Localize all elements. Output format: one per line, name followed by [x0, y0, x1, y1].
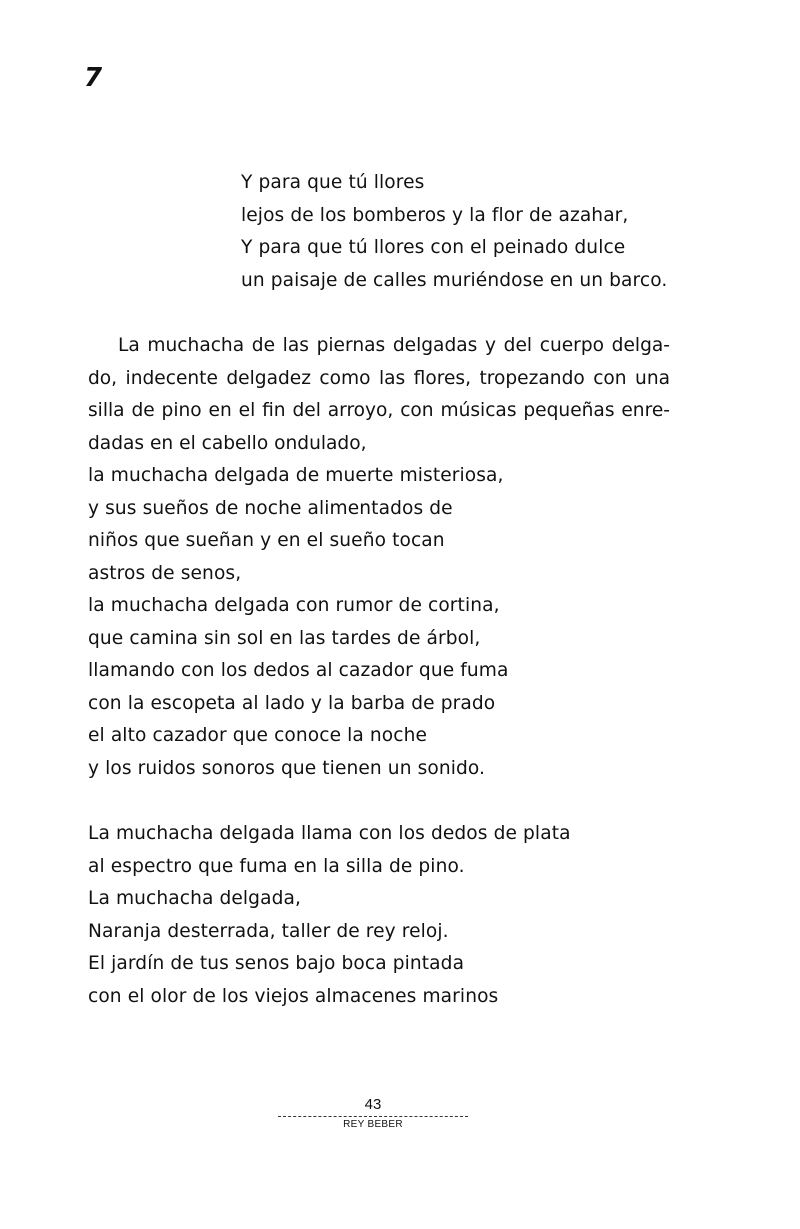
- verse-line: que camina sin sol en las tardes de árbol,: [88, 627, 481, 649]
- verse-line: niños que sueñan y en el sueño tocan: [88, 530, 445, 551]
- verse-line: lejos de los bomberos y la flor de azahar,: [241, 204, 629, 226]
- page-footer: [278, 1096, 468, 1131]
- verse-line: llamando con los dedos al cazador que fuma: [88, 660, 509, 681]
- verse-line: y sus sueños de noche alimentados de: [88, 497, 453, 519]
- verse-line: Y para que tú llores con el peinado dulce: [241, 237, 626, 258]
- verse-line: la muchacha delgada con rumor de cortina,: [88, 595, 500, 616]
- verse-line: Naranja desterrada, taller de rey reloj.: [88, 920, 449, 942]
- verse-line: La muchacha delgada,: [88, 888, 301, 909]
- verse-line: un paisaje de calles muriéndose en un barco.: [241, 269, 668, 291]
- footer-divider: [278, 1116, 468, 1117]
- verse-line: Y para que tú llores: [241, 172, 425, 193]
- verse-line: El jardín de tus senos bajo boca pintada: [88, 953, 465, 974]
- verse-line: con el olor de los viejos almacenes marinos: [88, 985, 499, 1007]
- verse-line: con la escopeta al lado y la barba de prado: [88, 692, 496, 714]
- page-number: 43: [364, 1096, 382, 1113]
- verse-line: al espectro que fuma en la silla de pino.: [88, 855, 465, 877]
- verse-line: astros de senos,: [88, 562, 242, 584]
- final-stanza: [88, 818, 571, 1013]
- running-title: REY BEBER: [343, 1119, 403, 1130]
- verse-line: La muchacha delgada llama con los dedos de plata: [88, 823, 571, 844]
- verse-line: y los ruidos sonoros que tienen un sonido.: [88, 757, 486, 779]
- verse-line: el alto cazador que conoce la noche: [88, 725, 428, 746]
- prose-paragraph: La muchacha de las piernas delgadas y del cuerpo delgado, indecente delgadez como las flores, tropezando con una silla de pino en el fin del arroyo, con músicas pequeñas enredadas en el cabello ondulado,: [88, 335, 670, 454]
- verse-line: la muchacha delgada de muerte misteriosa,: [88, 465, 504, 486]
- chapter-number: 7: [84, 63, 103, 93]
- continuation-lines: [88, 460, 509, 785]
- intro-stanza: [241, 167, 711, 297]
